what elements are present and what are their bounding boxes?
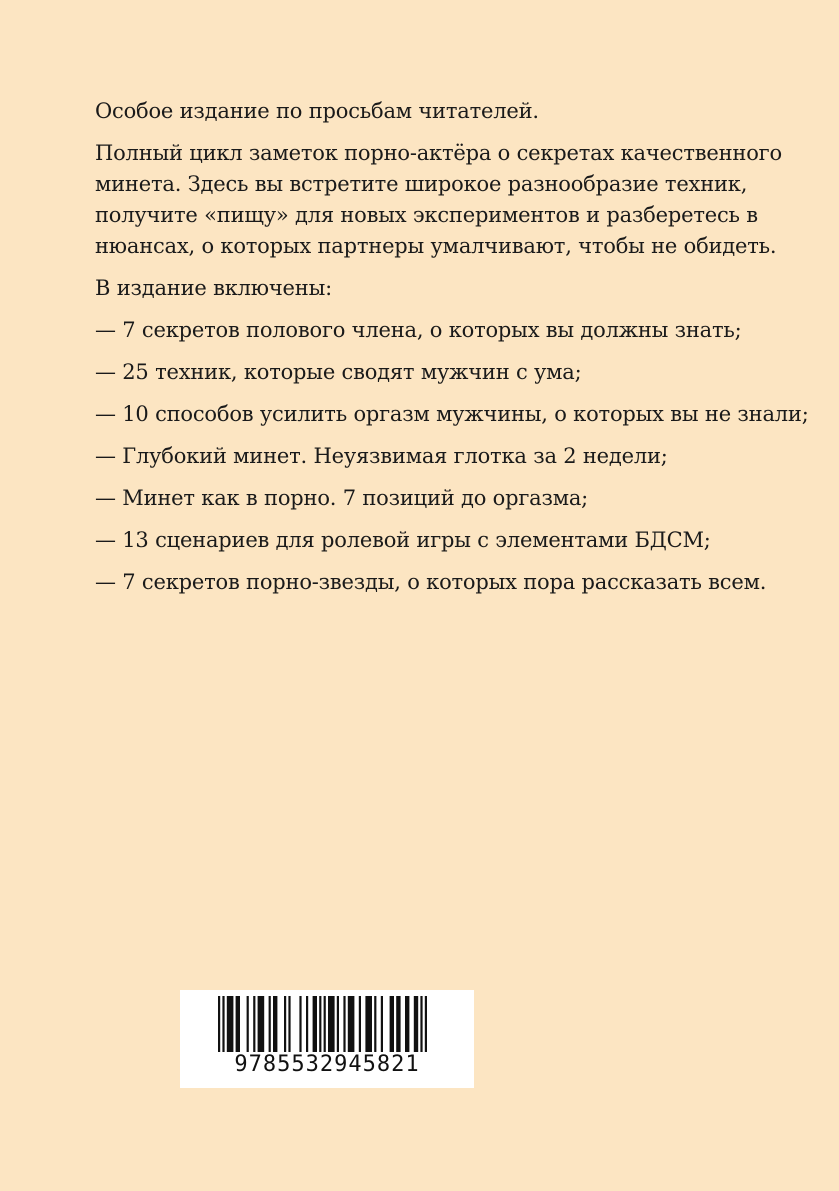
included-item: — 13 сценариев для ролевой игры с элементами БДСМ; [95, 528, 711, 552]
included-item: — Минет как в порно. 7 позиций до оргазма; [95, 486, 589, 510]
barcode-bar [343, 996, 345, 1052]
included-item: — 25 техник, которые сводят мужчин с ума; [95, 360, 582, 384]
back-cover-text [95, 96, 815, 609]
barcode-bar [247, 996, 249, 1052]
included-item: — Глубокий минет. Неуязвимая глотка за 2 недели; [95, 444, 668, 468]
barcode-bar [319, 996, 321, 1052]
barcode-bar [236, 996, 240, 1052]
barcode-bar [253, 996, 255, 1052]
barcode-bar [359, 996, 361, 1052]
barcode-bar [258, 996, 265, 1052]
barcode-bar [420, 996, 422, 1052]
barcode-bar [328, 996, 335, 1052]
barcode-bar [381, 996, 383, 1052]
barcode-bar [390, 996, 394, 1052]
barcode-bar [269, 996, 271, 1052]
barcode-bar [414, 996, 418, 1052]
included-item: — 7 секретов полового члена, о которых вы должны знать; [95, 318, 742, 342]
barcode-bar [337, 996, 339, 1052]
description-text: Полный цикл заметок порно-актёра о секретах качественного минета. Здесь вы встретите широкое разнообразие техник, получите «пищу» для новых экспериментов и разберетесь в нюансах, о которых партнеры умалчивают, чтобы не обидеть. [95, 141, 782, 258]
barcode-bar [324, 996, 326, 1052]
isbn-barcode [180, 990, 474, 1088]
intro-text: Особое издание по просьбам читателей. [95, 99, 539, 123]
barcode-bar [273, 996, 277, 1052]
barcode-bar [222, 996, 224, 1052]
included-list [95, 315, 815, 598]
barcode-bar [299, 996, 301, 1052]
barcode-bar [374, 996, 376, 1052]
barcode-bar [313, 996, 317, 1052]
barcode-bar [218, 996, 220, 1052]
barcode-bars [218, 996, 436, 1052]
barcode-bar [425, 996, 427, 1052]
included-heading: В издание включены: [95, 276, 332, 300]
isbn-number: 9785532945821 [234, 1052, 420, 1077]
included-item: — 10 способов усилить оргазм мужчины, о которых вы не знали; [95, 402, 809, 426]
barcode-bar [284, 996, 286, 1052]
barcode-bar [288, 996, 290, 1052]
barcode-bar [227, 996, 234, 1052]
barcode-bar [396, 996, 400, 1052]
barcode-bar [306, 996, 308, 1052]
barcode-bar [405, 996, 409, 1052]
barcode-bar [348, 996, 355, 1052]
included-item: — 7 секретов порно-звезды, о которых пора рассказать всем. [95, 570, 767, 594]
barcode-bar [365, 996, 372, 1052]
